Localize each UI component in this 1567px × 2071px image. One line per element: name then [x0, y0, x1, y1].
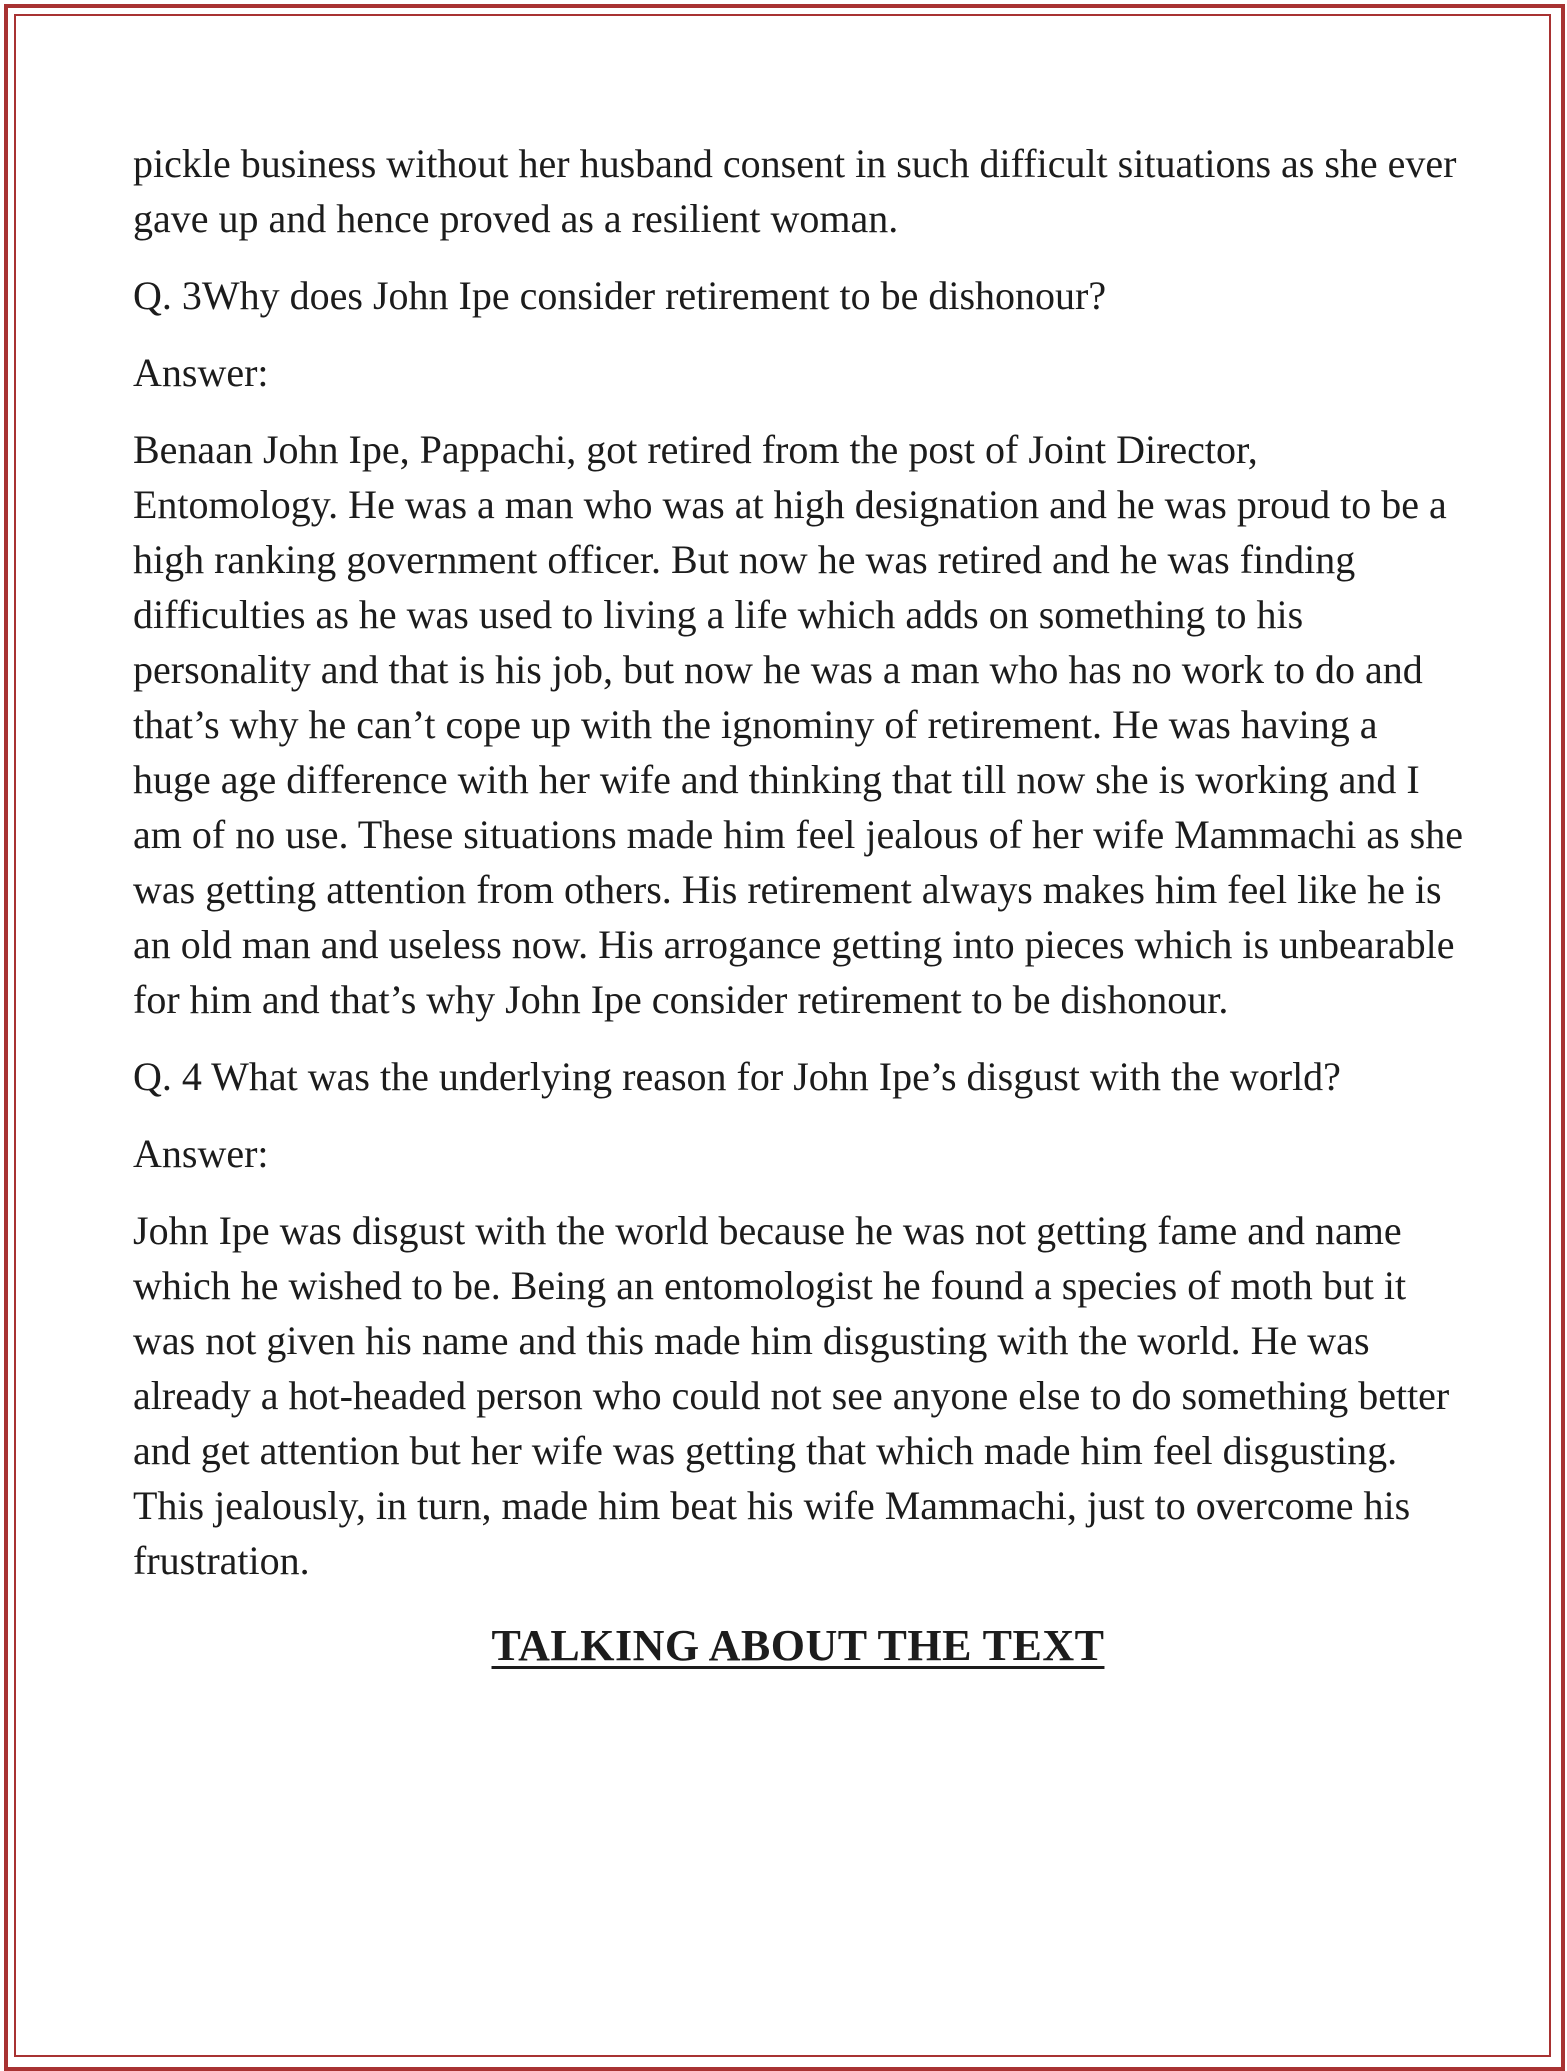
- answer-3-text: Benaan John Ipe, Pappachi, got retired from the post of Joint Director, Entomology. He was a man who was at high designation and he was proud to be a high ranking government officer. But now he was retired and he was finding difficulties as he was used to living a life which adds on something to his personality and that is his job, but now he was a man who has no work to do and that’s why he can’t cope up with the ignominy of retirement. He was having a huge age difference with her wife and thinking that till now she is working and I am of no use. These situations made him feel jealous of her wife Mammachi as she was getting attention from others. His retirement always makes him feel like he is an old man and useless now. His arrogance getting into pieces which is unbearable for him and that’s why John Ipe consider retirement to be dishonour.: [133, 427, 1463, 1022]
- answer-3-label: Answer:: [133, 350, 269, 395]
- question-3: Q. 3Why does John Ipe consider retirement to be dishonour?: [133, 273, 1107, 318]
- continued-paragraph: pickle business without her husband consent in such difficult situations as she ever gave up and hence proved as a resilient woman.: [133, 141, 1457, 241]
- answer-4-label: Answer:: [133, 1131, 269, 1176]
- document-body: [133, 136, 1463, 1695]
- answer-4-text: John Ipe was disgust with the world because he was not getting fame and name which he wished to be. Being an entomologist he found a species of moth but it was not given his name and this made him disgusting with the world. He was already a hot-headed person who could not see anyone else to do something better and get attention but her wife was getting that which made him feel disgusting. This jealously, in turn, made him beat his wife Mammachi, just to overcome his frustration.: [133, 1208, 1450, 1583]
- question-4: Q. 4 What was the underlying reason for John Ipe’s disgust with the world?: [133, 1054, 1341, 1099]
- section-heading: TALKING ABOUT THE TEXT: [491, 1621, 1105, 1670]
